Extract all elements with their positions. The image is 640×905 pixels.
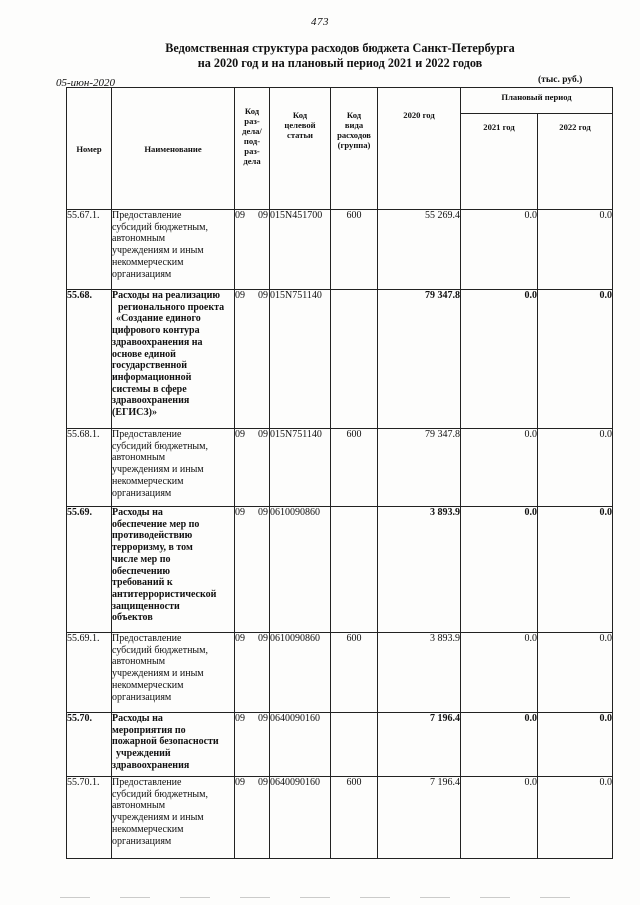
row-name-line: организациям bbox=[112, 268, 172, 280]
row-amount-2020: 7 196.4 bbox=[378, 777, 461, 859]
units-label: (тыс. руб.) bbox=[538, 75, 583, 85]
header-target-line: статьи bbox=[287, 130, 313, 140]
row-section: 09 bbox=[235, 633, 245, 644]
row-name-line: «Создание единого bbox=[116, 313, 201, 325]
row-amount-2022: 0.0 bbox=[538, 429, 613, 507]
row-expense-type bbox=[331, 713, 378, 777]
header-section-code bbox=[235, 88, 270, 210]
row-amount-2021: 0.0 bbox=[461, 290, 538, 429]
header-section-line: под- bbox=[243, 136, 261, 146]
row-name-line: учреждениям и иным bbox=[112, 245, 204, 257]
row-name-line: государственной bbox=[112, 360, 188, 372]
row-name-line: требований к bbox=[112, 577, 173, 589]
header-target-line: целевой bbox=[284, 120, 316, 130]
header-expense-line: расходов bbox=[337, 130, 371, 140]
row-name-line: некоммерческим bbox=[112, 256, 184, 268]
table-row bbox=[67, 429, 613, 507]
table-row bbox=[67, 507, 613, 633]
header-section-line: Код bbox=[244, 106, 260, 116]
row-section-code bbox=[235, 633, 270, 713]
row-amount-2022: 0.0 bbox=[538, 713, 613, 777]
row-number: 55.69. bbox=[67, 507, 112, 633]
row-name bbox=[112, 290, 235, 429]
row-name-line: Расходы на реализацию bbox=[112, 290, 221, 301]
budget-table bbox=[66, 87, 613, 859]
row-name-line: обеспечение мер по bbox=[112, 518, 200, 530]
table-row bbox=[67, 290, 613, 429]
row-name-line: Расходы на bbox=[112, 507, 163, 518]
row-name-line: мероприятия по bbox=[112, 724, 186, 736]
row-amount-2022: 0.0 bbox=[538, 777, 613, 859]
row-name-line: здравоохранения bbox=[112, 759, 190, 771]
row-section-code bbox=[235, 507, 270, 633]
row-amount-2020: 3 893.9 bbox=[378, 633, 461, 713]
row-number: 55.69.1. bbox=[67, 633, 112, 713]
row-amount-2021: 0.0 bbox=[461, 777, 538, 859]
row-name-line: субсидий бюджетным, bbox=[112, 644, 208, 656]
row-name-line: (ЕГИСЗ)» bbox=[112, 407, 157, 419]
row-name-line: системы в сфере bbox=[112, 383, 187, 395]
row-name-line: числе мер по bbox=[112, 553, 171, 565]
row-name-line: защищенности bbox=[112, 600, 180, 612]
row-subsection: 09 bbox=[258, 429, 268, 440]
table-row bbox=[67, 777, 613, 859]
row-section-code bbox=[235, 290, 270, 429]
header-year-2021: 2021 год bbox=[461, 114, 538, 210]
row-target-code: 0610090860 bbox=[270, 633, 331, 713]
header-expense-line: (группа) bbox=[337, 140, 371, 150]
row-amount-2022: 0.0 bbox=[538, 290, 613, 429]
row-name-line: Предоставление bbox=[112, 777, 182, 788]
header-year-2022: 2022 год bbox=[538, 114, 613, 210]
table-row bbox=[67, 633, 613, 713]
header-section-line: дела/ bbox=[242, 126, 262, 136]
row-amount-2020: 7 196.4 bbox=[378, 713, 461, 777]
row-amount-2021: 0.0 bbox=[461, 429, 538, 507]
row-amount-2020: 79 347.8 bbox=[378, 429, 461, 507]
row-target-code: 015N751140 bbox=[270, 429, 331, 507]
row-name-line: Расходы на bbox=[112, 713, 163, 724]
row-subsection: 09 bbox=[258, 210, 268, 221]
row-name-line: здравоохранения на bbox=[112, 336, 203, 348]
row-amount-2022: 0.0 bbox=[538, 633, 613, 713]
row-name-line: Предоставление bbox=[112, 210, 182, 221]
row-expense-type: 600 bbox=[331, 210, 378, 290]
header-number: Номер bbox=[67, 88, 112, 210]
row-name-line: регионального проекта bbox=[118, 301, 225, 313]
row-number: 55.67.1. bbox=[67, 210, 112, 290]
row-name-line: Предоставление bbox=[112, 633, 182, 644]
row-amount-2020: 3 893.9 bbox=[378, 507, 461, 633]
document-date: 05-июн-2020 bbox=[56, 77, 116, 89]
row-name-line: терроризму, в том bbox=[112, 542, 193, 554]
row-name-line: цифрового контура bbox=[112, 325, 200, 337]
row-section: 09 bbox=[235, 713, 245, 724]
row-name-line: организациям bbox=[112, 691, 172, 703]
header-expense-line: вида bbox=[344, 120, 364, 130]
row-target-code: 0640090160 bbox=[270, 777, 331, 859]
row-name bbox=[112, 713, 235, 777]
row-name-line: учреждениям и иным bbox=[112, 464, 204, 476]
row-name-line: автономным bbox=[112, 656, 166, 668]
row-name-line: здравоохранения bbox=[112, 395, 190, 407]
header-name: Наименование bbox=[112, 88, 235, 210]
document-title bbox=[60, 41, 620, 71]
header-section-line: раз- bbox=[244, 116, 260, 126]
row-name-line: организациям bbox=[112, 487, 172, 499]
table-row bbox=[67, 210, 613, 290]
header-year-2020: 2020 год bbox=[378, 88, 461, 210]
row-name-line: автономным bbox=[112, 800, 166, 812]
row-amount-2021: 0.0 bbox=[461, 713, 538, 777]
row-name-line: учреждениям и иным bbox=[112, 812, 204, 824]
row-expense-type: 600 bbox=[331, 777, 378, 859]
header-section-line: дела bbox=[243, 156, 261, 166]
row-name bbox=[112, 210, 235, 290]
row-name-line: противодействию bbox=[112, 530, 193, 542]
row-name-line: пожарной безопасности bbox=[112, 736, 219, 748]
row-name-line: учреждениям и иным bbox=[112, 668, 204, 680]
row-name-line: субсидий бюджетным, bbox=[112, 440, 208, 452]
title-line-1: Ведомственная структура расходов бюджета Санкт-Петербурга bbox=[165, 41, 515, 55]
row-section-code bbox=[235, 429, 270, 507]
row-name-line: объектов bbox=[112, 612, 153, 624]
row-name bbox=[112, 777, 235, 859]
row-amount-2020: 79 347.8 bbox=[378, 290, 461, 429]
row-number: 55.70. bbox=[67, 713, 112, 777]
row-name bbox=[112, 633, 235, 713]
row-target-code: 0640090160 bbox=[270, 713, 331, 777]
row-subsection: 09 bbox=[258, 713, 268, 724]
row-section: 09 bbox=[235, 290, 245, 301]
row-section: 09 bbox=[235, 507, 245, 518]
row-amount-2021: 0.0 bbox=[461, 633, 538, 713]
header-planned-period: Плановый период bbox=[461, 88, 613, 114]
row-number: 55.68.1. bbox=[67, 429, 112, 507]
row-number: 55.68. bbox=[67, 290, 112, 429]
row-section-code bbox=[235, 713, 270, 777]
row-name-line: некоммерческим bbox=[112, 679, 184, 691]
table-row bbox=[67, 713, 613, 777]
header-target-code bbox=[270, 88, 331, 210]
header-target-line: Код bbox=[292, 110, 308, 120]
row-name-line: основе единой bbox=[112, 348, 176, 360]
row-amount-2020: 55 269.4 bbox=[378, 210, 461, 290]
row-name-line: некоммерческим bbox=[112, 475, 184, 487]
row-name-line: обеспечению bbox=[112, 565, 171, 577]
row-amount-2022: 0.0 bbox=[538, 507, 613, 633]
header-expense-type-code bbox=[331, 88, 378, 210]
row-name-line: Предоставление bbox=[112, 429, 182, 440]
row-number: 55.70.1. bbox=[67, 777, 112, 859]
row-expense-type bbox=[331, 290, 378, 429]
row-name-line: учреждений bbox=[116, 748, 171, 760]
row-name bbox=[112, 429, 235, 507]
row-section: 09 bbox=[235, 777, 245, 788]
row-name-line: субсидий бюджетным, bbox=[112, 788, 208, 800]
header-section-line: раз- bbox=[244, 146, 260, 156]
row-subsection: 09 bbox=[258, 507, 268, 518]
row-section-code bbox=[235, 777, 270, 859]
row-name-line: некоммерческим bbox=[112, 823, 184, 835]
row-expense-type: 600 bbox=[331, 633, 378, 713]
row-subsection: 09 bbox=[258, 633, 268, 644]
scan-edge-rule bbox=[60, 897, 580, 898]
row-expense-type: 600 bbox=[331, 429, 378, 507]
row-subsection: 09 bbox=[258, 290, 268, 301]
row-target-code: 015N751140 bbox=[270, 290, 331, 429]
row-section: 09 bbox=[235, 429, 245, 440]
row-amount-2022: 0.0 bbox=[538, 210, 613, 290]
row-amount-2021: 0.0 bbox=[461, 210, 538, 290]
row-name-line: автономным bbox=[112, 233, 166, 245]
row-target-code: 0610090860 bbox=[270, 507, 331, 633]
row-target-code: 015N451700 bbox=[270, 210, 331, 290]
row-name-line: информационной bbox=[112, 371, 192, 383]
row-name-line: организациям bbox=[112, 835, 172, 847]
page-number: 473 bbox=[311, 16, 329, 28]
row-name bbox=[112, 507, 235, 633]
row-name-line: автономным bbox=[112, 452, 166, 464]
row-amount-2021: 0.0 bbox=[461, 507, 538, 633]
row-subsection: 09 bbox=[258, 777, 268, 788]
row-name-line: антитеррористической bbox=[112, 588, 217, 600]
row-name-line: субсидий бюджетным, bbox=[112, 221, 208, 233]
title-line-2: на 2020 год и на плановый период 2021 и 2022 годов bbox=[197, 56, 483, 70]
row-section: 09 bbox=[235, 210, 245, 221]
row-expense-type bbox=[331, 507, 378, 633]
row-section-code bbox=[235, 210, 270, 290]
header-expense-line: Код bbox=[346, 110, 362, 120]
